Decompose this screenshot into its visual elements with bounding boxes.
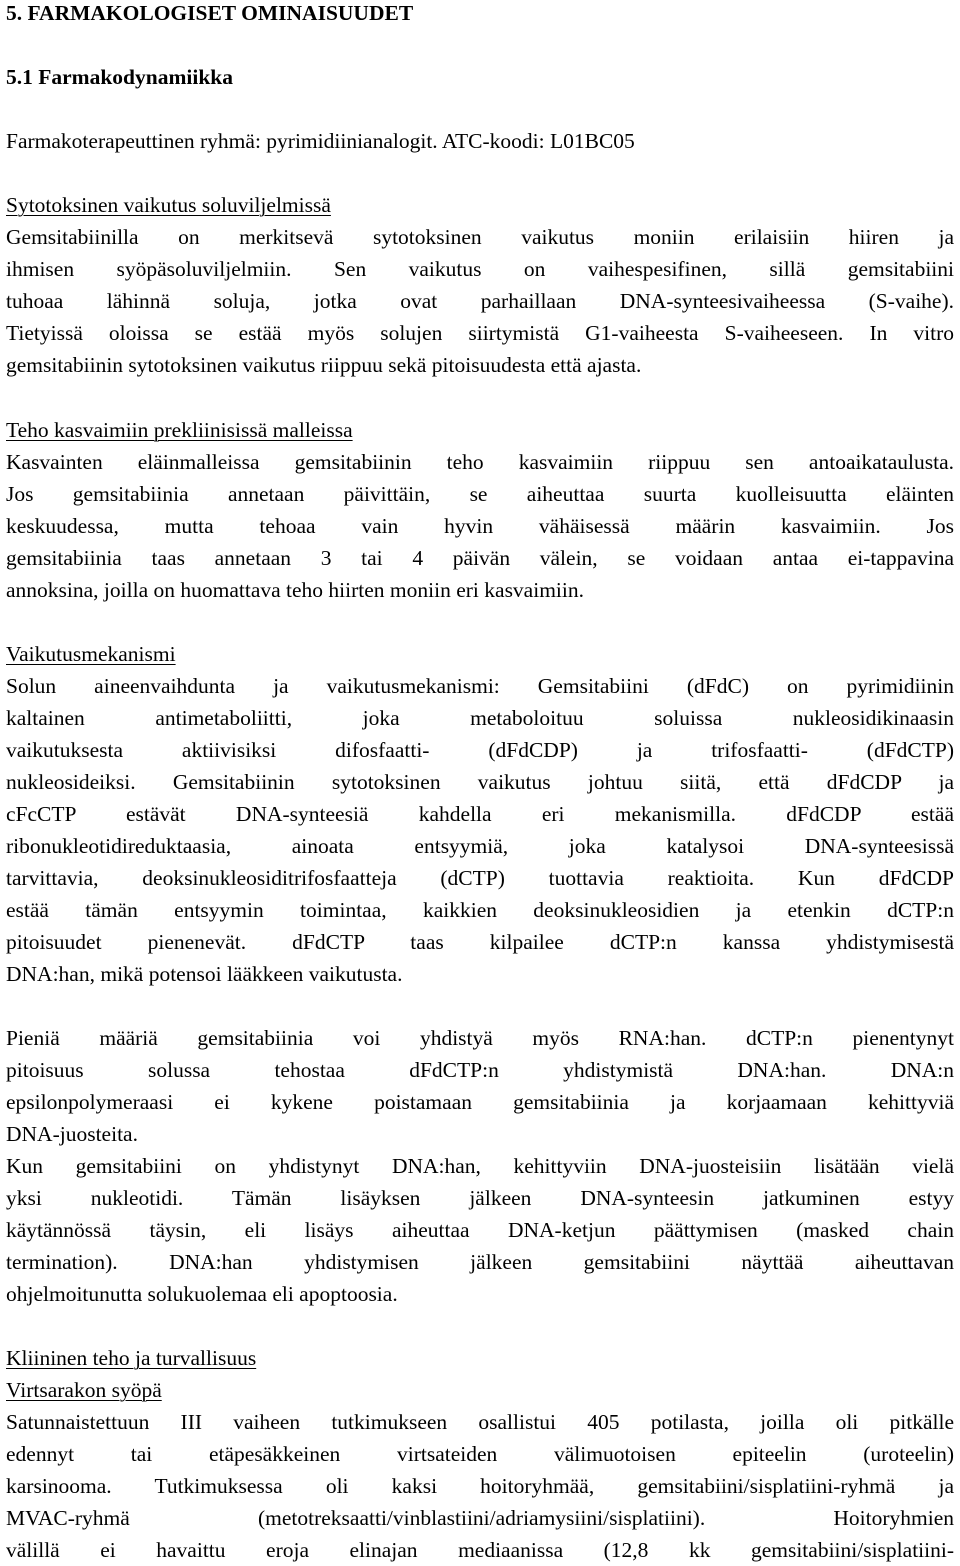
text-line: Kun gemsitabiini on yhdistynyt DNA:han, kehittyviin DNA-juosteisiin lisätään vielä xyxy=(6,1154,954,1178)
section-title-mechanism: Vaikutusmekanismi xyxy=(6,642,176,666)
text-line: Solun aineenvaihdunta ja vaikutusmekanismi: Gemsitabiini (dFdC) on pyrimidiinin xyxy=(6,674,954,698)
text-line: nukleosideiksi. Gemsitabiinin sytotoksinen vaikutus johtuu siitä, että dFdCDP ja xyxy=(6,770,954,794)
text-line: kaltainen antimetaboliitti, joka metaboloituu soluissa nukleosidikinaasin xyxy=(6,706,954,730)
text-line: keskuudessa, mutta tehoaa vain hyvin vähäisessä määrin kasvaimiin. Jos xyxy=(6,514,954,538)
text-line: Tietyissä oloissa se estää myös solujen siirtymistä G1-vaiheesta S-vaiheeseen. In vitro xyxy=(6,321,954,345)
text-line: ohjelmoitunutta solukuolemaa eli apoptoosia. xyxy=(6,1282,398,1306)
text-line: vaikutuksesta aktiivisiksi difosfaatti- (dFdCDP) ja trifosfaatti- (dFdCTP) xyxy=(6,738,954,762)
text-line: välillä ei havaittu eroja elinajan mediaanissa (12,8 kk gemsitabiini/sisplatiini- xyxy=(6,1538,954,1562)
text-line: Gemsitabiinilla on merkitsevä sytotoksinen vaikutus moniin erilaisiin hiiren ja xyxy=(6,225,954,249)
text-line: Jos gemsitabiinia annetaan päivittäin, se aiheuttaa suurta kuolleisuutta eläinten xyxy=(6,482,954,506)
section-title-clinical: Kliininen teho ja turvallisuus xyxy=(6,1346,257,1370)
text-line: Kasvainten eläinmalleissa gemsitabiinin teho kasvaimiin riippuu sen antoaikataulusta. xyxy=(6,450,954,474)
text-line: termination). DNA:han yhdistymisen jälkeen gemsitabiini näyttää aiheuttavan xyxy=(6,1250,954,1274)
text-line: epsilonpolymeraasi ei kykene poistamaan gemsitabiinia ja korjaamaan kehittyviä xyxy=(6,1090,954,1114)
heading-main: 5. FARMAKOLOGISET OMINAISUUDET xyxy=(6,1,414,25)
text-line: Satunnaistettuun III vaiheen tutkimukseen osallistui 405 potilasta, joilla oli pitkälle xyxy=(6,1410,954,1434)
section-title-cytotoxic: Sytotoksinen vaikutus soluviljelmissä xyxy=(6,193,331,217)
text-line: gemsitabiinia taas annetaan 3 tai 4 päivän välein, se voidaan antaa ei-tappavina xyxy=(6,546,954,570)
text-line: pitoisuus solussa tehostaa dFdCTP:n yhdistymistä DNA:han. DNA:n xyxy=(6,1058,954,1082)
text-line: pitoisuudet pienenevät. dFdCTP taas kilpailee dCTP:n kanssa yhdistymisestä xyxy=(6,930,954,954)
subsection-title-bladder-cancer: Virtsarakon syöpä xyxy=(6,1378,162,1402)
text-line: ribonukleotidireduktaasia, ainoata entsyymiä, joka katalysoi DNA-synteesissä xyxy=(6,834,954,858)
section-title-preclinical: Teho kasvaimiin prekliinisissä malleissa xyxy=(6,418,353,442)
heading-sub: 5.1 Farmakodynamiikka xyxy=(6,65,233,89)
text-line: edennyt tai etäpesäkkeinen virtsateiden välimuotoisen epiteelin (uroteelin) xyxy=(6,1442,954,1466)
text-line: MVAC-ryhmä (metotreksaatti/vinblastiini/adriamysiini/sisplatiini). Hoitoryhmien xyxy=(6,1506,954,1530)
text-line: gemsitabiinin sytotoksinen vaikutus riippuu sekä pitoisuudesta että ajasta. xyxy=(6,353,642,377)
text-line: karsinooma. Tutkimuksessa oli kaksi hoitoryhmää, gemsitabiini/sisplatiini-ryhmä ja xyxy=(6,1474,954,1498)
text-line: estää tämän entsyymin toimintaa, kaikkien deoksinukleosidien ja etenkin dCTP:n xyxy=(6,898,954,922)
text-line: cFcCTP estävät DNA-synteesiä kahdella eri mekanismilla. dFdCDP estää xyxy=(6,802,954,826)
text-line: tuhoaa lähinnä soluja, jotka ovat parhaillaan DNA-synteesivaiheessa (S-vaihe). xyxy=(6,289,954,313)
text-line: Pieniä määriä gemsitabiinia voi yhdistyä myös RNA:han. dCTP:n pienentynyt xyxy=(6,1026,954,1050)
intro-line: Farmakoterapeuttinen ryhmä: pyrimidiinianalogit. ATC-koodi: L01BC05 xyxy=(6,129,635,153)
text-line: ihmisen syöpäsoluviljelmiin. Sen vaikutus on vaihespesifinen, sillä gemsitabiini xyxy=(6,257,954,281)
text-line: yksi nukleotidi. Tämän lisäyksen jälkeen DNA-synteesin jatkuminen estyy xyxy=(6,1186,954,1210)
text-line: DNA-juosteita. xyxy=(6,1122,138,1146)
text-line: tarvittavia, deoksinukleosiditrifosfaatteja (dCTP) tuottavia reaktioita. Kun dFdCDP xyxy=(6,866,954,890)
text-line: annoksina, joilla on huomattava teho hiirten moniin eri kasvaimiin. xyxy=(6,578,584,602)
text-line: käytännössä täysin, eli lisäys aiheuttaa DNA-ketjun päättymisen (masked chain xyxy=(6,1218,954,1242)
text-line: DNA:han, mikä potensoi lääkkeen vaikutusta. xyxy=(6,962,403,986)
